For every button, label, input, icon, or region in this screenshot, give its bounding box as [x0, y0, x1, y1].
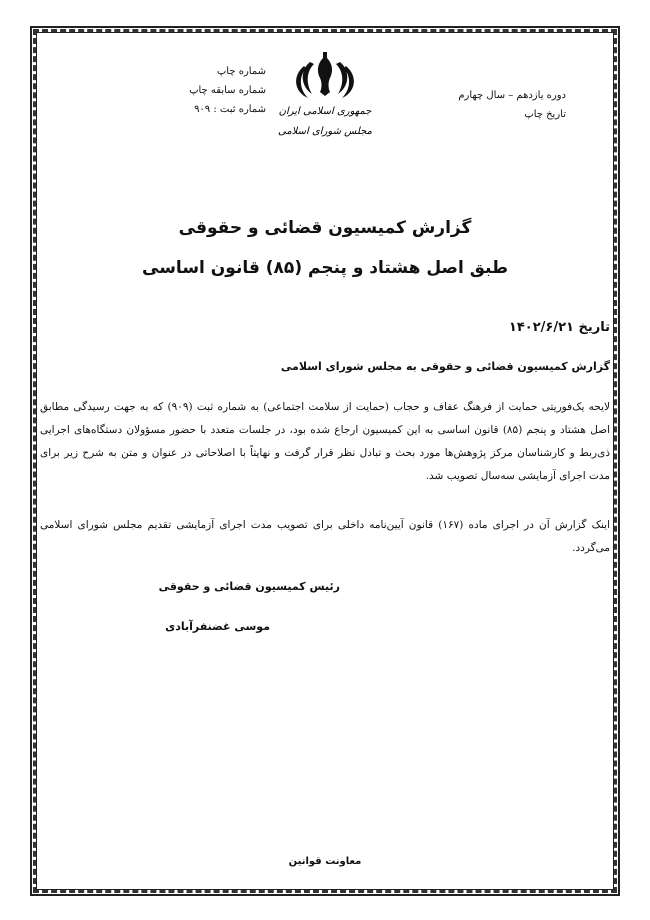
header-right	[446, 86, 566, 124]
emblem-text-parliament: مجلس شورای اسلامی	[277, 126, 373, 137]
session-label: دوره یازدهم – سال چهارم	[458, 90, 566, 101]
prior-print-number-label: شماره سابقه چاپ	[189, 85, 266, 96]
report-date: تاریخ ۱۴۰۲/۶/۲۱	[508, 320, 610, 335]
body-paragraph-1: لایحه یک‌فوریتی حمایت از فرهنگ عفاف و حجاب (حمایت از سلامت اجتماعی) به شماره ثبت (۹۰۹) که به جهت رسیدگی مطابق اصل هشتاد و پنجم (۸۵) قانون اساسی به این کمیسیون ارجاع شده بود، در جلسات متعدد با حضور مسؤولان دستگاه‌های اجرایی ذی‌ربط و کارشناسان مرکز پژوهش‌ها مورد بحث و تبادل نظر قرار گرفت و نهایتاً با اصلاحاتی در عنوان و متن به شرح زیر برای مدت اجرای آزمایشی سه‌سال تصویب شد.	[40, 401, 610, 482]
signature-name: موسی غضنفرآبادی	[165, 620, 270, 633]
print-number-label: شماره چاپ	[216, 66, 266, 77]
report-title: گزارش کمیسیون قضائی و حقوقی	[178, 218, 472, 238]
registration-number: شماره ثبت : ۹۰۹	[194, 104, 266, 115]
footer-department: معاونت قوانین	[288, 856, 362, 867]
report-addressee: گزارش کمیسیون قضائی و حقوقی به مجلس شورای اسلامی	[280, 360, 610, 373]
signature-role: رئیس کمیسیون قضائی و حقوقی	[158, 580, 340, 593]
parliament-emblem-icon	[270, 48, 380, 148]
header-left	[146, 62, 266, 119]
body-paragraph-2: اینک گزارش آن در اجرای ماده (۱۶۷) قانون آیین‌نامه داخلی برای تصویب مدت اجرای آزمایشی تقدیم مجلس شورای اسلامی می‌گردد.	[40, 519, 610, 554]
report-subtitle: طبق اصل هشتاد و پنجم (۸۵) قانون اساسی	[142, 258, 508, 278]
emblem-text-republic: جمهوری اسلامی ایران	[278, 106, 372, 117]
print-date-label: تاریخ چاپ	[524, 109, 566, 120]
